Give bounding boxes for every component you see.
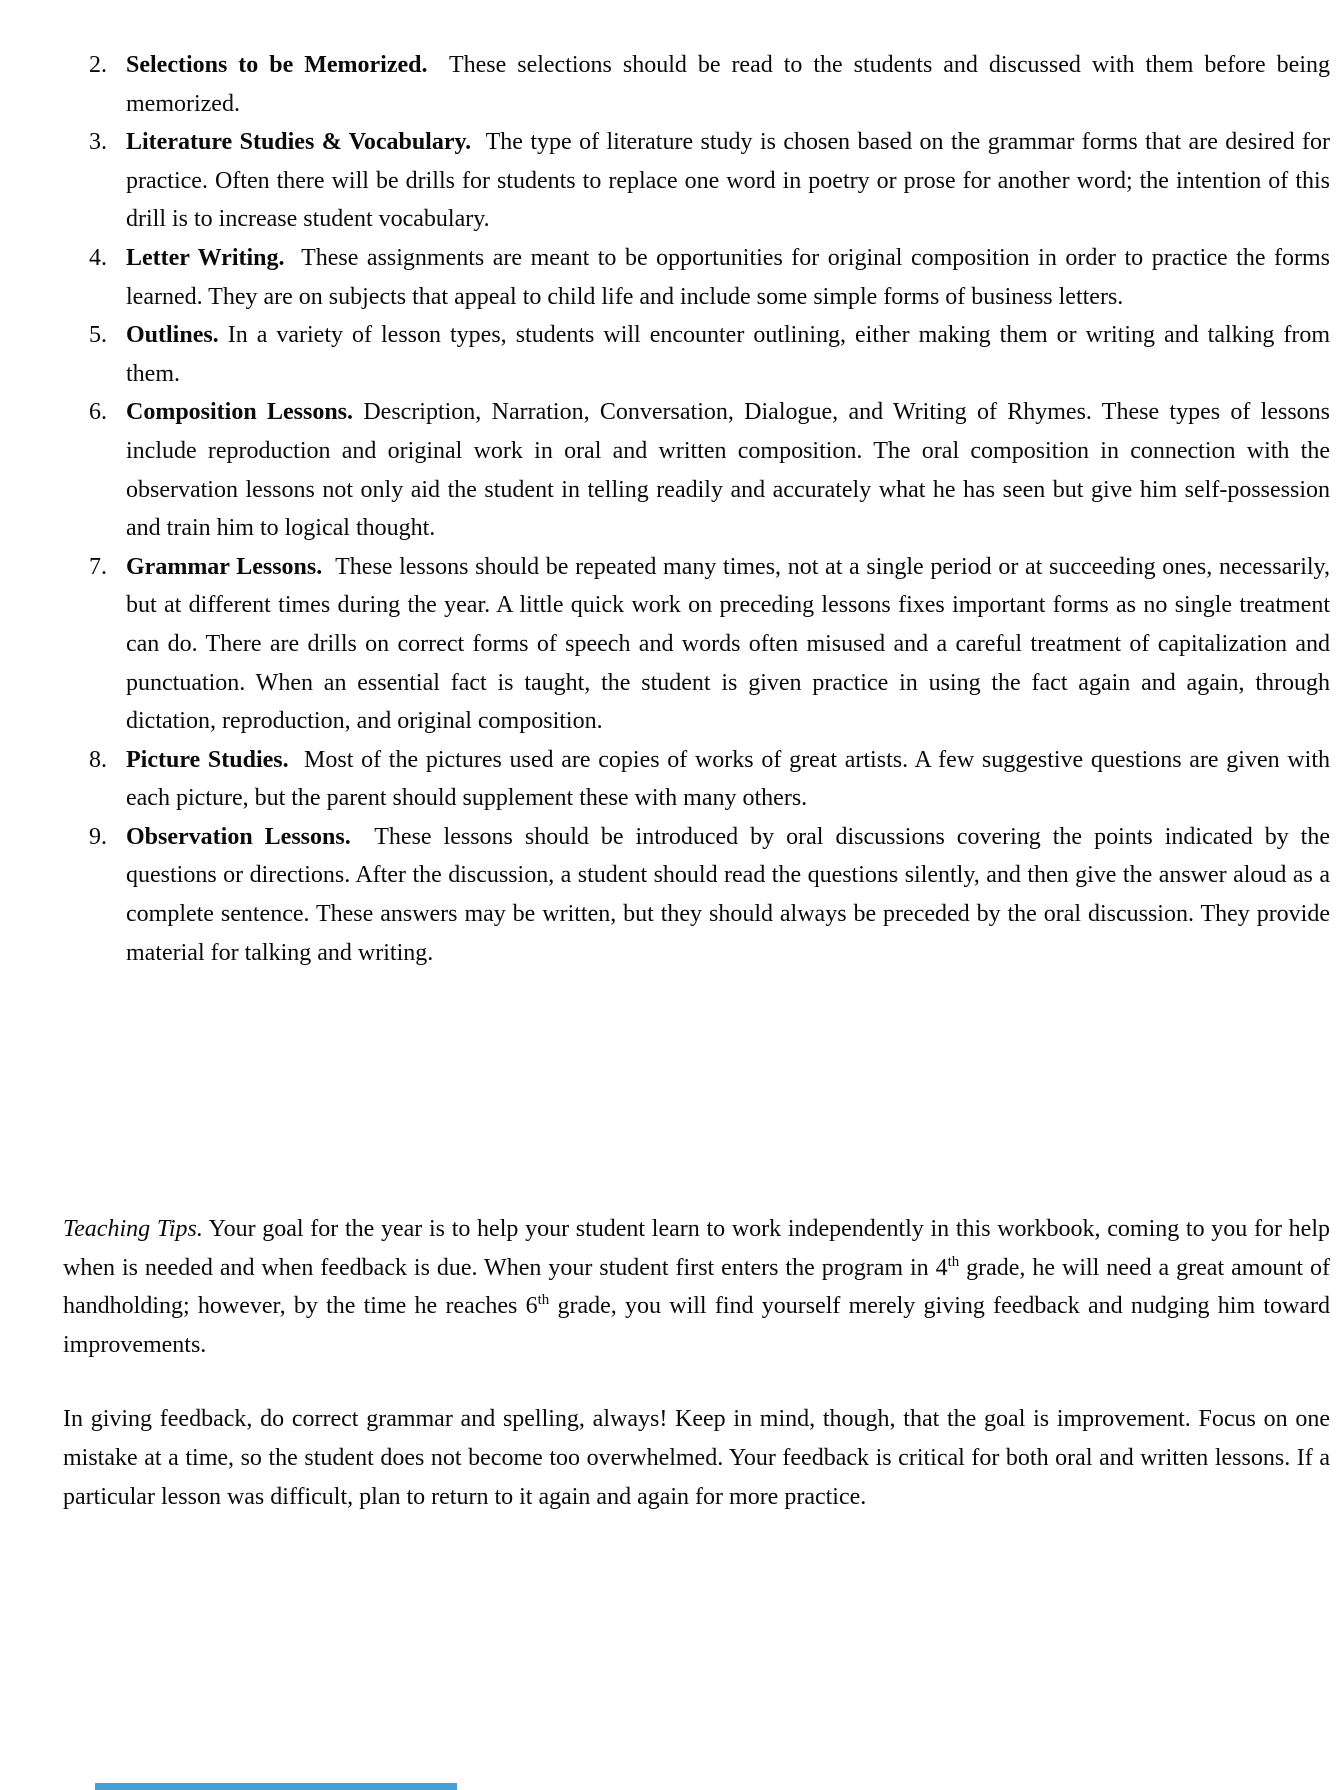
list-item <box>89 548 1330 741</box>
list-item-text <box>126 46 1330 123</box>
list-item-number: 9. <box>89 823 107 850</box>
text-segment-bold: Observation Lessons. <box>126 823 351 850</box>
text-segment-bold: Outlines. <box>126 322 219 349</box>
list-item-number: 4. <box>89 244 107 271</box>
text-segment: Your goal for the year is to help your student learn to work independently in this workbook, coming to you for help when is needed and when feedback is due. When your student first enters the program in 4 <box>63 1216 1330 1281</box>
list-item-number: 2. <box>89 52 107 78</box>
paragraph <box>63 1400 1330 1516</box>
text-segment: These lessons should be introduced by oral discussions covering the points indicated by the questions or directions. After the discussion, a student should read the questions silently, and then give the answer aloud as a complete sentence. These answers may be written, but they should always be preceded by the oral discussion. They provide material for talking and writing. <box>126 823 1331 966</box>
text-segment: In a variety of lesson types, students will encounter outlining, either making them or writing and talking from them. <box>126 322 1330 387</box>
paragraph <box>63 1210 1330 1364</box>
list-item <box>89 46 1330 123</box>
text-segment: These assignments are meant to be opportunities for original composition in order to practice the forms learned. They are on subjects that appeal to child life and include some simple forms of business letters. <box>126 244 1330 310</box>
text-segment: In giving feedback, do correct grammar and spelling, always! Keep in mind, though, that the goal is improvement. Focus on one mistake at a time, so the student does not become too overwhelmed. Your feedback is critical for both oral and written lessons. If a particular lesson was difficult, plan to return to it again and again for more practice. <box>63 1406 1330 1510</box>
text-segment-bold: Grammar Lessons. <box>126 553 323 580</box>
list-item <box>89 123 1330 239</box>
text-segment-superscript: th <box>947 1253 960 1270</box>
text-segment-italic: Teaching Tips. <box>63 1216 203 1242</box>
body-paragraphs <box>63 1210 1330 1516</box>
text-segment: grade, you will find yourself merely giving feedback and nudging him toward improvements. <box>63 1293 1330 1358</box>
numbered-list <box>89 46 1330 972</box>
list-item-number: 3. <box>89 129 107 156</box>
list-item <box>89 393 1330 547</box>
list-item-text <box>126 818 1330 972</box>
text-segment-bold: Letter Writing. <box>126 244 285 271</box>
text-segment: The type of literature study is chosen based on the grammar forms that are desired for practice. Often there will be drills for students to replace one word in poetry or prose for another word; the intention of this drill is to increase student vocabulary. <box>126 129 1330 233</box>
text-segment: grade, he will need a great amount of handholding; however, by the time he reaches 6 <box>63 1254 1331 1320</box>
list-item-number: 7. <box>89 553 107 580</box>
list-item-text <box>126 239 1330 316</box>
text-segment: These lessons should be repeated many times, not at a single period or at succeeding ones, necessarily, but at different times during the year. A little quick work on preceding lessons fixes important forms as no single treatment can do. There are drills on correct forms of speech and words often misused and a careful treatment of capitalization and punctuation. When an essential fact is taught, the student is given practice in using the fact again and again, through dictation, reproduction, and original composition. <box>126 553 1331 735</box>
list-item-text <box>126 123 1330 239</box>
text-segment: These selections should be read to the students and discussed with them before being memorized. <box>126 52 1330 117</box>
list-item <box>89 741 1330 818</box>
text-segment-superscript: th <box>537 1292 550 1309</box>
text-segment: Description, Narration, Conversation, Dialogue, and Writing of Rhymes. These types of lessons include reproduction and original work in oral and written composition. The oral composition in connection with the observation lessons not only aid the student in telling readily and accurately what he has seen but give him self-possession and train him to logical thought. <box>126 399 1331 542</box>
text-segment: Most of the pictures used are copies of works of great artists. A few suggestive questions are given with each picture, but the parent should supplement these with many others. <box>126 746 1331 812</box>
list-item <box>89 818 1330 972</box>
list-item-number: 5. <box>89 322 107 349</box>
text-segment-bold: Selections to be Memorized. <box>126 52 428 78</box>
text-segment-bold: Picture Studies. <box>126 746 289 773</box>
list-item <box>89 316 1330 393</box>
list-item-text <box>126 548 1330 741</box>
partial-blue-bar <box>95 1783 457 1790</box>
text-segment-bold: Composition Lessons. <box>126 399 354 426</box>
list-item-number: 8. <box>89 746 107 773</box>
list-item-text <box>126 316 1330 393</box>
list-item-text <box>126 741 1330 818</box>
text-segment-bold: Literature Studies & Vocabulary. <box>126 129 472 156</box>
list-item-text <box>126 393 1330 547</box>
list-item <box>89 239 1330 316</box>
list-item-number: 6. <box>89 399 107 426</box>
